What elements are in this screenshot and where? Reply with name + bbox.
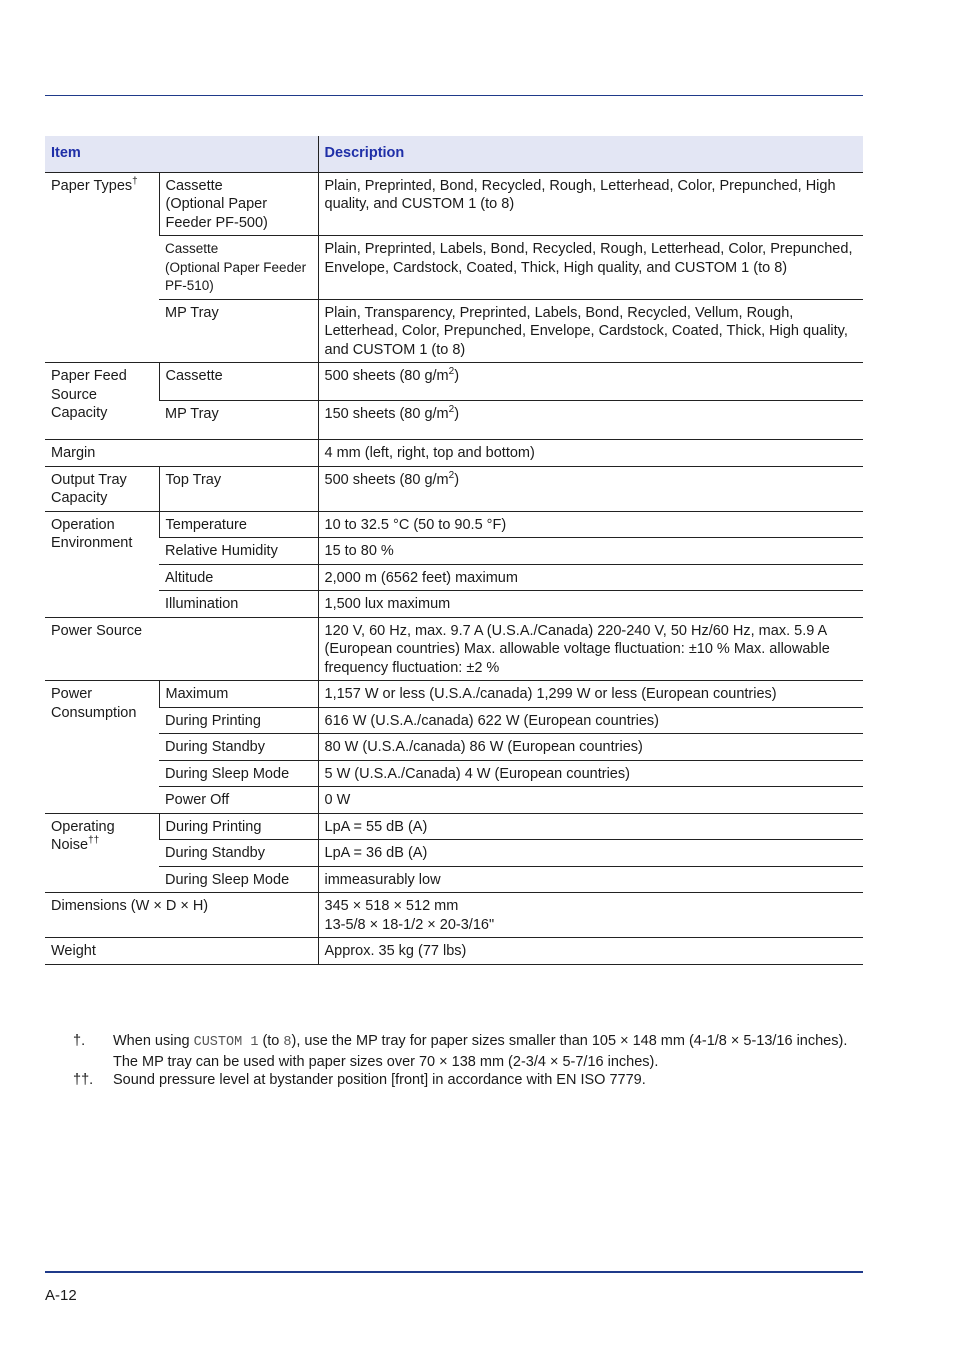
header-description: Description bbox=[318, 136, 863, 172]
paper-types-label: Paper Types† bbox=[45, 172, 159, 363]
table-row bbox=[45, 813, 863, 840]
weight-desc: Approx. 35 kg (77 lbs) bbox=[318, 938, 863, 965]
output-tray-label: Output Tray Capacity bbox=[45, 466, 159, 511]
power-source-desc: 120 V, 60 Hz, max. 9.7 A (U.S.A./Canada) 220-240 V, 50 Hz/60 Hz, max. 5.9 A (European countries) Max. allowable voltage fluctuation: ±10 % Max. allowable frequency fluctuation: ±2 % bbox=[318, 617, 863, 681]
illumination-desc: 1,500 lux maximum bbox=[318, 591, 863, 618]
double-dagger-mark: †† bbox=[88, 835, 100, 847]
cassette-pf510-desc: Plain, Preprinted, Labels, Bond, Recycled, Rough, Letterhead, Color, Prepunched, Envelope, Cardstock, Coated, Thick, High quality, and CUSTOM 1 (to 8) bbox=[318, 236, 863, 300]
noise-printing-desc: LpA = 55 dB (A) bbox=[318, 813, 863, 840]
margin-label: Margin bbox=[45, 440, 318, 467]
environment-label: Operation Environment bbox=[45, 511, 159, 617]
noise-sleep-label: During Sleep Mode bbox=[159, 866, 318, 893]
pc-maximum-desc: 1,157 W or less (U.S.A./canada) 1,299 W or less (European countries) bbox=[318, 681, 863, 708]
header-item: Item bbox=[45, 136, 318, 172]
illumination-label: Illumination bbox=[159, 591, 318, 618]
dagger-mark: † bbox=[132, 175, 138, 187]
specifications-table bbox=[45, 136, 863, 965]
dimensions-desc: 345 × 518 × 512 mm 13-5/8 × 18-1/2 × 20-3/16" bbox=[318, 893, 863, 938]
table-row bbox=[45, 734, 863, 761]
table-header-row bbox=[45, 136, 863, 172]
pc-maximum-label: Maximum bbox=[159, 681, 318, 708]
cassette-pf500-label: Cassette (Optional Paper Feeder PF-500) bbox=[159, 172, 318, 236]
altitude-desc: 2,000 m (6562 feet) maximum bbox=[318, 564, 863, 591]
footnote-2-mark: ††. bbox=[73, 1072, 94, 1088]
temperature-label: Temperature bbox=[159, 511, 318, 538]
footnote-1-mark: †. bbox=[73, 1033, 86, 1049]
table-row bbox=[45, 787, 863, 814]
header-rule bbox=[45, 95, 863, 96]
noise-sleep-desc: immeasurably low bbox=[318, 866, 863, 893]
pc-standby-label: During Standby bbox=[159, 734, 318, 761]
table-row bbox=[45, 236, 863, 300]
top-tray-label: Top Tray bbox=[159, 466, 318, 511]
table-row bbox=[45, 363, 863, 401]
mp-tray-desc: Plain, Transparency, Preprinted, Labels, Bond, Recycled, Vellum, Rough, Letterhead, Color, Prepunched, Envelope, Cardstock, Coated, Thick, High quality, and CUSTOM 1 (to 8) bbox=[318, 299, 863, 363]
table-row bbox=[45, 401, 863, 440]
margin-desc: 4 mm (left, right, top and bottom) bbox=[318, 440, 863, 467]
table-row bbox=[45, 866, 863, 893]
table-row bbox=[45, 938, 863, 965]
footer-rule bbox=[45, 1271, 863, 1273]
table-row bbox=[45, 591, 863, 618]
temperature-desc: 10 to 32.5 °C (50 to 90.5 °F) bbox=[318, 511, 863, 538]
table-row bbox=[45, 707, 863, 734]
footnote-1 bbox=[45, 1032, 863, 1071]
footnote-2-text: Sound pressure level at bystander position [front] in accordance with EN ISO 7779. bbox=[113, 1072, 646, 1088]
noise-standby-desc: LpA = 36 dB (A) bbox=[318, 840, 863, 867]
footnote-1-text: When using CUSTOM 1 (to 8), use the MP tray for paper sizes smaller than 105 × 148 mm (4-1/8 × 5-13/16 inches). The MP tray can be used with paper sizes over 70 × 138 mm (2-3/4 × 5-7/16 inches). bbox=[113, 1033, 848, 1070]
noise-label: Operating Noise†† bbox=[45, 813, 159, 893]
noise-standby-label: During Standby bbox=[159, 840, 318, 867]
altitude-label: Altitude bbox=[159, 564, 318, 591]
cassette-pf510-label: Cassette (Optional Paper Feeder PF-510) bbox=[159, 236, 318, 300]
footnote-2 bbox=[45, 1071, 863, 1090]
pc-off-desc: 0 W bbox=[318, 787, 863, 814]
feed-mp-tray-desc: 150 sheets (80 $g/m^2$) bbox=[318, 401, 863, 440]
noise-printing-label: During Printing bbox=[159, 813, 318, 840]
pc-printing-label: During Printing bbox=[159, 707, 318, 734]
footnotes bbox=[45, 1032, 863, 1090]
table-row bbox=[45, 440, 863, 467]
pc-sleep-label: During Sleep Mode bbox=[159, 760, 318, 787]
feed-mp-tray-label: MP Tray bbox=[159, 401, 318, 440]
power-source-label: Power Source bbox=[45, 617, 318, 681]
mp-tray-label: MP Tray bbox=[159, 299, 318, 363]
weight-label: Weight bbox=[45, 938, 318, 965]
humidity-desc: 15 to 80 % bbox=[318, 538, 863, 565]
pc-printing-desc: 616 W (U.S.A./canada) 622 W (European countries) bbox=[318, 707, 863, 734]
cassette-pf500-desc: Plain, Preprinted, Bond, Recycled, Rough, Letterhead, Color, Prepunched, High quality, and CUSTOM 1 (to 8) bbox=[318, 172, 863, 236]
table-row bbox=[45, 564, 863, 591]
table-row bbox=[45, 466, 863, 511]
table-row bbox=[45, 511, 863, 538]
dimensions-label: Dimensions (W × D × H) bbox=[45, 893, 318, 938]
pc-sleep-desc: 5 W (U.S.A./Canada) 4 W (European countries) bbox=[318, 760, 863, 787]
feed-cassette-desc: 500 sheets (80 $g/m^2$) bbox=[318, 363, 863, 401]
feed-cassette-label: Cassette bbox=[159, 363, 318, 401]
table-row bbox=[45, 538, 863, 565]
humidity-label: Relative Humidity bbox=[159, 538, 318, 565]
pc-off-label: Power Off bbox=[159, 787, 318, 814]
feed-capacity-label: Paper Feed Source Capacity bbox=[45, 363, 159, 440]
pc-standby-desc: 80 W (U.S.A./canada) 86 W (European countries) bbox=[318, 734, 863, 761]
page-number: A-12 bbox=[45, 1287, 77, 1304]
table-row bbox=[45, 760, 863, 787]
top-tray-desc: 500 sheets (80 $g/m^2$) bbox=[318, 466, 863, 511]
power-consumption-label: Power Consumption bbox=[45, 681, 159, 814]
table-row bbox=[45, 617, 863, 681]
table-row bbox=[45, 840, 863, 867]
table-row bbox=[45, 681, 863, 708]
table-row bbox=[45, 299, 863, 363]
table-row bbox=[45, 172, 863, 236]
table-row bbox=[45, 893, 863, 938]
